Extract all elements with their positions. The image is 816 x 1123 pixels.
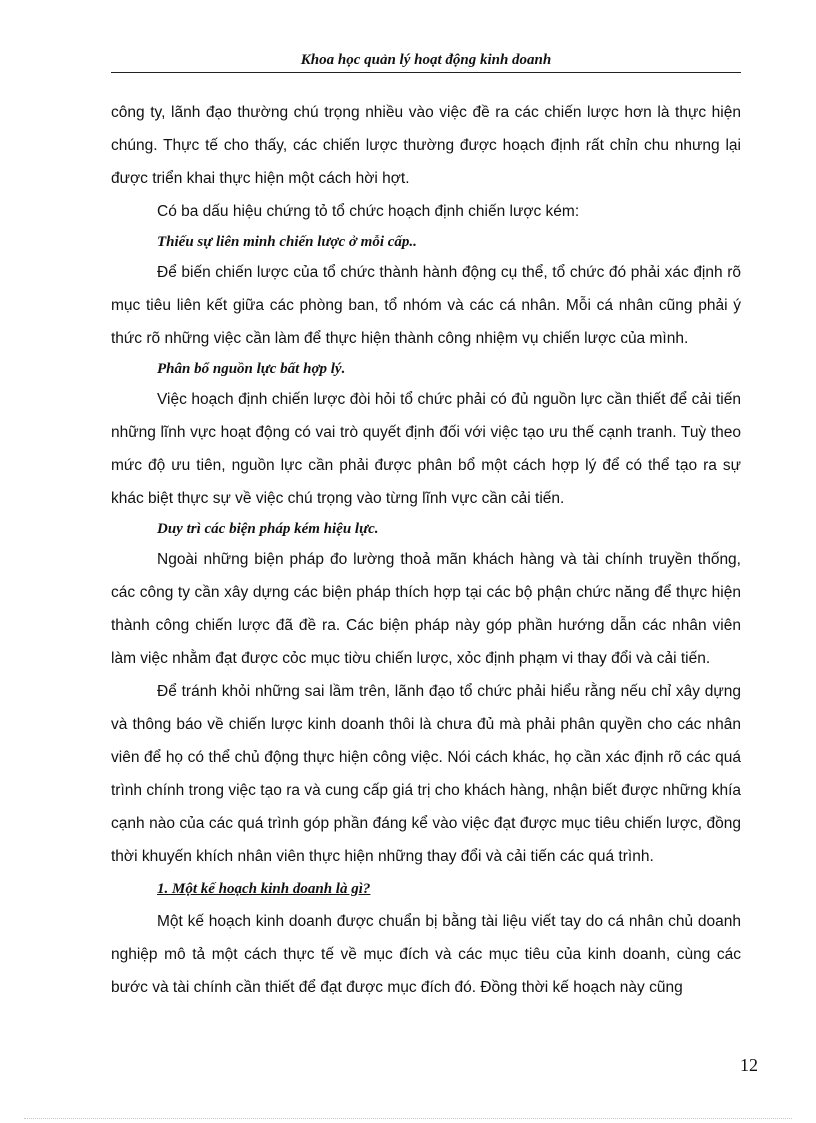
paragraph-resources: Việc hoạch định chiến lược đòi hỏi tổ chức phải có đủ nguồn lực cần thiết để cải tiến những lĩnh vực hoạt động có vai trò quyết định đối với việc tạo ưu thế cạnh tranh. Tuỳ theo mức độ ưu tiên, nguồn lực cần phải được phân bổ một cách hợp lý để có thể tạo ra sự khác biệt thực sự về việc chú trọng vào từng lĩnh vực cần cải tiến. bbox=[111, 391, 741, 507]
subheading-measures: Duy trì các biện pháp kém hiệu lực. bbox=[157, 521, 379, 537]
section-heading-business-plan: 1. Một kế hoạch kinh doanh là gì? bbox=[157, 881, 371, 897]
paragraph-intro: công ty, lãnh đạo thường chú trọng nhiều vào việc đề ra các chiến lược hơn là thực hiện chúng. Thực tế cho thấy, các chiến lược thường được hoạch định rất chỉn chu nhưng lại được triển khai thực hiện một cách hời hợt. bbox=[111, 104, 741, 187]
page-bottom-divider bbox=[24, 1118, 792, 1119]
paragraph-signs: Có ba dấu hiệu chứng tỏ tổ chức hoạch định chiến lược kém: bbox=[157, 203, 580, 220]
paragraph-alignment: Để biến chiến lược của tổ chức thành hành động cụ thể, tổ chức đó phải xác định rõ mục tiêu liên kết giữa các phòng ban, tổ nhóm và các cá nhân. Mỗi cá nhân cũng phải ý thức rõ những việc cần làm để thực hiện thành công nhiệm vụ chiến lược của mình. bbox=[111, 264, 741, 347]
document-body bbox=[111, 96, 741, 1004]
subheading-resources: Phân bổ nguồn lực bất hợp lý. bbox=[157, 361, 346, 377]
paragraph-avoid-mistakes: Để tránh khỏi những sai lầm trên, lãnh đạo tổ chức phải hiểu rằng nếu chỉ xây dựng và thông báo về chiến lược kinh doanh thôi là chưa đủ mà phải phân quyền cho các nhân viên để họ có thể chủ động thực hiện công việc. Nói cách khác, họ cần xác định rõ các quá trình chính trong việc tạo ra và cung cấp giá trị cho khách hàng, nhận biết được những khía cạnh nào của các quá trình góp phần đáng kể vào việc đạt được mục tiêu chiến lược, đồng thời khuyến khích nhân viên thực hiện những thay đổi và cải tiến các quá trình. bbox=[111, 683, 741, 865]
running-header: Khoa học quản lý hoạt động kinh doanh bbox=[111, 52, 741, 73]
paragraph-business-plan: Một kế hoạch kinh doanh được chuẩn bị bằng tài liệu viết tay do cá nhân chủ doanh nghiệp mô tả một cách thực tế về mục đích và các mục tiêu của kinh doanh, cùng các bước và tài chính cần thiết để đạt được mục đích đó. Đồng thời kế hoạch này cũng bbox=[111, 913, 741, 996]
page-number: 12 bbox=[740, 1055, 758, 1075]
subheading-alignment: Thiếu sự liên minh chiến lược ở mỗi cấp.. bbox=[157, 234, 417, 250]
paragraph-measures: Ngoài những biện pháp đo lường thoả mãn khách hàng và tài chính truyền thống, các công ty cần xây dựng các biện pháp thích hợp tại các bộ phận chức năng để thực hiện thành công chiến lược đã đề ra. Các biện pháp này góp phần hướng dẫn các nhân viên làm việc nhằm đạt được cỏc mục tiờu chiến lược, xỏc định phạm vi thay đổi và cải tiến. bbox=[111, 551, 741, 667]
